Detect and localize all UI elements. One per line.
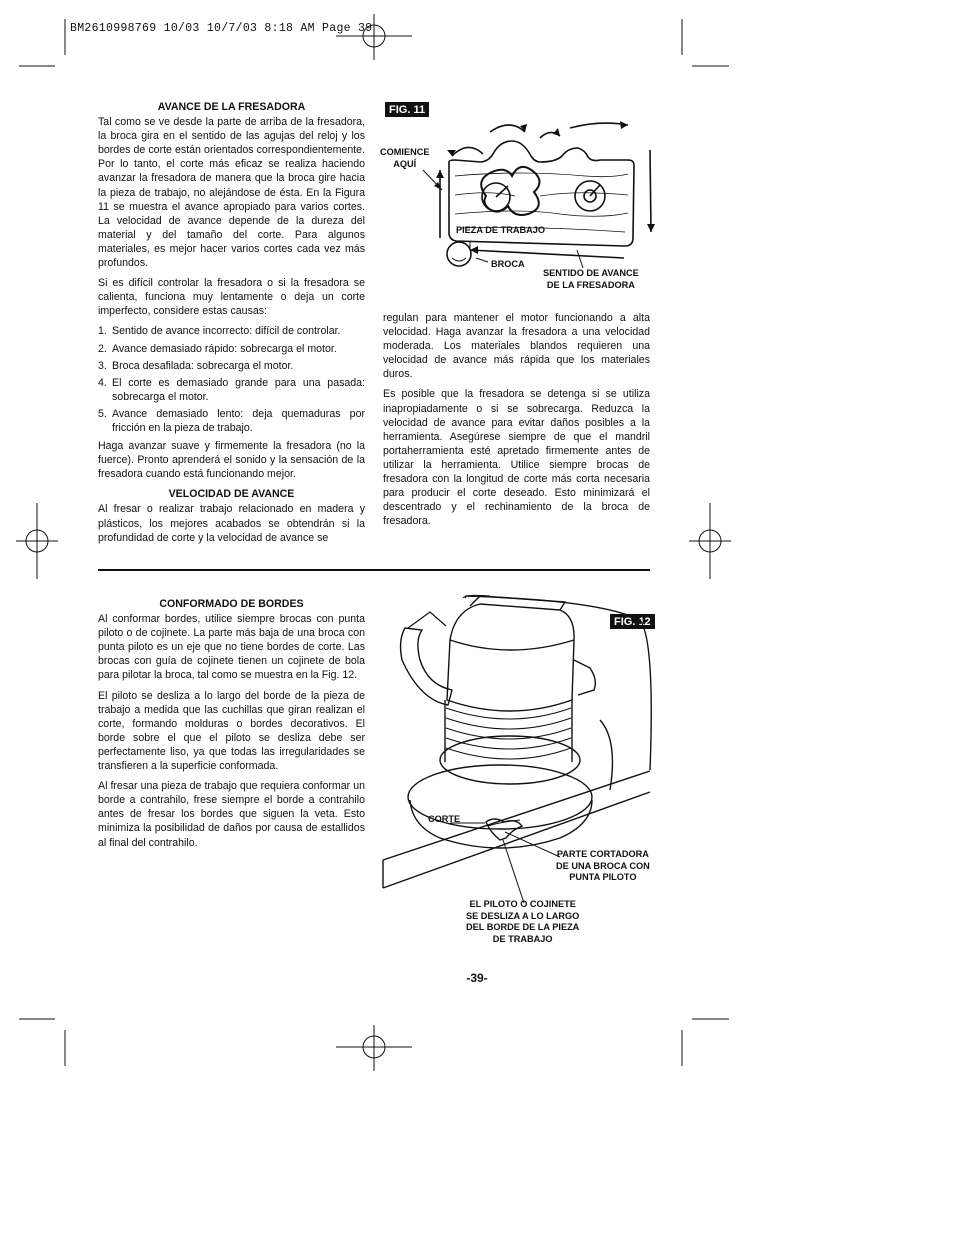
paragraph: Al fresar una pieza de trabajo que requiera conformar un borde a contrahilo, frese siempre el borde a contrahilo antes de fresar los bordes que siguen la veta. Esto minimiza la posibilidad de daños por causa de estallidos al final del contrahilo. <box>98 780 365 849</box>
fig12-pilot-label: EL PILOTO O COJINETE SE DESLIZA A LO LARGO DEL BORDE DE LA PIEZA DE TRABAJO <box>466 899 580 944</box>
heading-router-feed: AVANCE DE LA FRESADORA <box>157 101 306 113</box>
fig12-tag: FIG. 12 <box>610 614 655 629</box>
paragraph: Es posible que la fresadora se detenga si se utiliza inapropiadamente o si se sobrecarga. Reduzca la velocidad de avance para evitar daños posibles a la herramienta. Asegúrese siempre de que el mandril portaherramienta esté apretado firmemente antes de utilizar la herramienta. Utilice siempre brocas de fresadora con la longitud de corte más corta necesaria para producir el corte deseado. Esto minimizará el descentrado y el rechinamiento de la broca de fresadora. <box>383 388 650 528</box>
page-number: -39- <box>466 971 488 985</box>
fig11-workpiece-label: PIEZA DE TRABAJO <box>456 225 545 235</box>
paragraph: Al fresar o realizar trabajo relacionado en madera y plásticos, los mejores acabados se obtendrán si la profundidad de corte y la velocidad de avance se <box>98 503 365 544</box>
paragraph: Si es difícil controlar la fresadora o si la fresadora se calienta, funciona muy lentamente o deja un corte imperfecto, considere estas causas: <box>98 277 365 318</box>
list-item: 3. Broca desafilada: sobrecarga el motor. <box>98 359 294 372</box>
print-slug: BM2610998769 10/03 10/7/03 8:18 AM Page 39 <box>70 22 373 35</box>
list-item: 1. Sentido de avance incorrecto: difícil de controlar. <box>98 325 341 338</box>
fig11-bit-label: BROCA <box>491 259 525 269</box>
list-item: 2. Avance demasiado rápido: sobrecarga el motor. <box>98 342 337 355</box>
fig11-feed-label: SENTIDO DE AVANCE DE LA FRESADORA <box>543 268 639 290</box>
paragraph: Al conformar bordes, utilice siempre brocas con punta piloto o de cojinete. La parte más baja de una broca con punta piloto es un eje que no tiene bordes de corte. Las brocas con guía de cojinete tienen un cojinete de bola para pilotar la broca, tal como se muestra en la Fig. 12. <box>98 613 365 682</box>
paragraph: Tal como se ve desde la parte de arriba de la fresadora, la broca gira en el sentido de las agujas del reloj y los bordes de corte están orientados correspondientemente. Por lo tanto, el corte más eficaz se realiza haciendo avanzar la fresadora de manera que la broca gire hacia la pieza de trabajo, no alejándose de ésta. En la Figura 11 se muestra el avance apropiado para varios cortes. La velocidad de avance depende de la dureza del material y del tamaño del corte. Para algunos materiales, es mejor hacer varios cortes cada vez más profundos. <box>98 116 365 270</box>
heading-edge-shaping: CONFORMADO DE BORDES <box>159 598 304 610</box>
fig11-start-label: COMIENCE AQUÍ <box>380 147 430 169</box>
paragraph: regulan para mantener el motor funcionando a alta velocidad. Haga avanzar la fresadora a una velocidad moderada. Los materiales blandos requieren una velocidad de avance más rápida que los materiales duros. <box>383 312 650 381</box>
paragraph: Haga avanzar suave y firmemente la fresadora (no la fuerce). Pronto aprenderá el sonido y la sensación de la fresadora cuando está funcionando mejor. <box>98 440 365 481</box>
fig11-tag: FIG. 11 <box>385 102 429 117</box>
fig12-cut-label: CORTE <box>428 814 461 824</box>
paragraph: El piloto se desliza a lo largo del borde de la pieza de trabajo a medida que las cuchillas que giran realizan el corte, formando molduras o bordes decorativos. El borde sobre el que el piloto se desliza debe ser perfectamente liso, ya que todas las irregularidades se transfieren a la superficie conformada. <box>98 689 365 773</box>
list-item: 4. El corte es demasiado grande para una pasada: sobrecarga el motor. <box>98 376 365 403</box>
fig12-cutter-label: PARTE CORTADORA DE UNA BROCA CON PUNTA PILOTO <box>556 849 650 882</box>
heading-feed-speed: VELOCIDAD DE AVANCE <box>168 488 295 501</box>
list-item: 5. Avance demasiado lento: deja quemaduras por fricción en la pieza de trabajo. <box>98 407 365 434</box>
